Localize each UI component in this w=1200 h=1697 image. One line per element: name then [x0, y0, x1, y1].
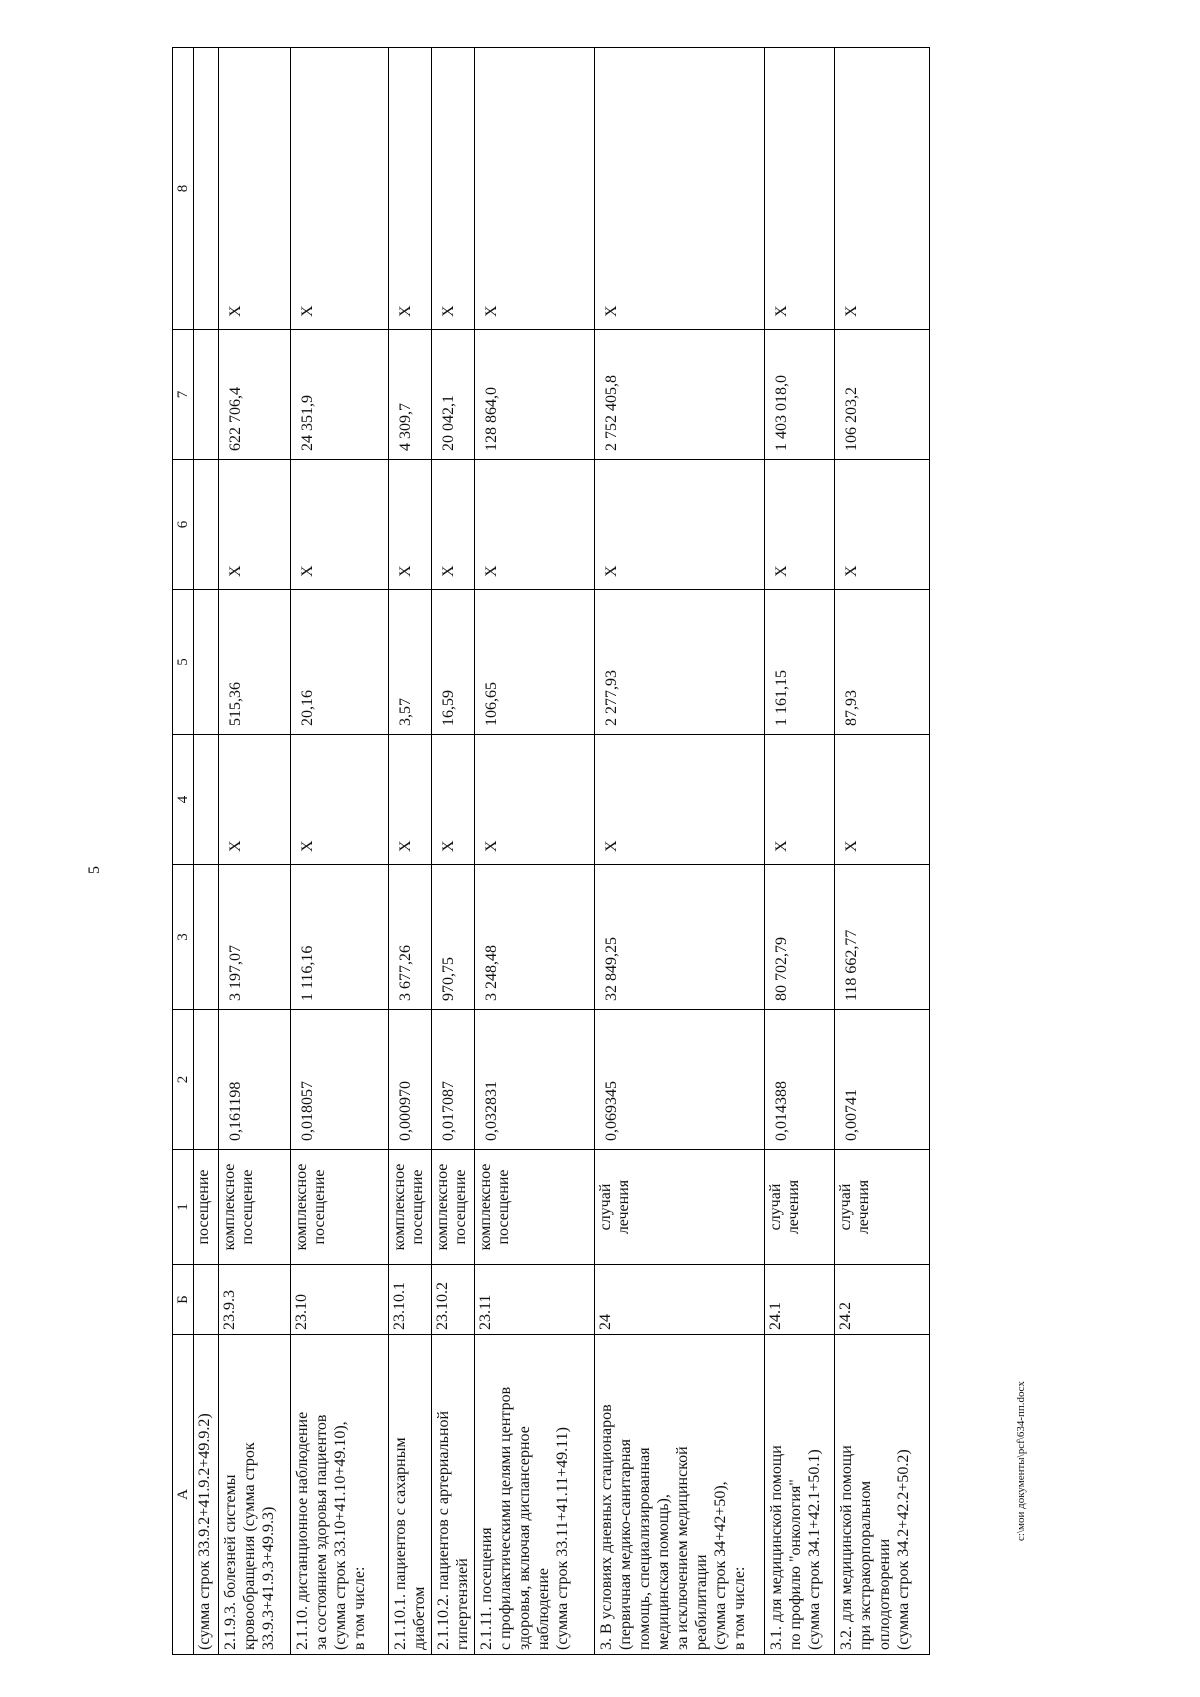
row-unit — [219, 1150, 291, 1265]
row-unit — [291, 1150, 389, 1265]
row-name-line: 3.1. для медицинской помощи — [768, 1445, 785, 1650]
row-unit-line: комплексное — [434, 1163, 451, 1251]
row-unit-line: случай — [597, 1183, 614, 1231]
cell-col-4: Х — [389, 735, 432, 865]
continuation-row — [194, 48, 219, 1655]
cell-col-4: Х — [291, 735, 389, 865]
row-unit: посещение — [194, 1150, 219, 1265]
row-code: 23.11 — [475, 1265, 595, 1335]
cell-col-7: 2 752 405,8 — [595, 330, 765, 460]
header-row — [173, 48, 194, 1655]
cell-col-2: 0,032831 — [475, 1010, 595, 1150]
data-table — [172, 47, 930, 1655]
row-unit-line: лечения — [785, 1179, 802, 1235]
row-unit-line: посещение — [239, 1169, 256, 1245]
table-row — [595, 48, 765, 1655]
row-name-line: диабетом — [411, 1586, 428, 1650]
row-unit — [835, 1150, 930, 1265]
cell-col-5: 515,36 — [219, 590, 291, 735]
row-unit-line: посещение — [452, 1169, 469, 1245]
table-row — [389, 48, 432, 1655]
table-row — [291, 48, 389, 1655]
table-row — [835, 48, 930, 1655]
row-code: 23.10.2 — [432, 1265, 475, 1335]
header-cell: 3 — [173, 865, 194, 1010]
cell-col-5: 87,93 — [835, 590, 930, 735]
row-name-line: 2.1.11. посещения — [478, 1527, 495, 1650]
row-name-line: 2.1.10. дистанционное наблюдение — [294, 1411, 311, 1650]
row-name-line: по профилю "онкология" — [787, 1479, 804, 1650]
row-unit-line: случай — [767, 1183, 784, 1231]
cell-col-4: Х — [835, 735, 930, 865]
row-name — [835, 1335, 930, 1655]
row-unit — [475, 1150, 595, 1265]
row-name-line: (сумма строк 34.2+42.2+50.2) — [895, 1449, 912, 1650]
header-cell: 6 — [173, 460, 194, 590]
cell-col-7: 24 351,9 — [291, 330, 389, 460]
row-name-line: гипертензией — [454, 1558, 471, 1650]
table-row — [432, 48, 475, 1655]
row-name — [389, 1335, 432, 1655]
row-name-line: (сумма строк 34+42+50), — [712, 1481, 729, 1650]
cell-col-7: 1 403 018,0 — [765, 330, 835, 460]
row-name-line: помощь, специализированная — [636, 1447, 653, 1650]
row-name — [219, 1335, 291, 1655]
row-code: 23.10 — [291, 1265, 389, 1335]
cell-col-5: 106,65 — [475, 590, 595, 735]
row-name-line: 2.1.10.2. пациентов с артериальной — [435, 1410, 452, 1650]
row-name-line: 3.2. для медицинской помощи — [838, 1445, 855, 1650]
row-name-line: за состоянием здоровья пациентов — [313, 1414, 330, 1650]
row-name-line: медицинская помощь), — [655, 1494, 672, 1650]
empty-cell — [194, 330, 219, 460]
cell-col-3: 3 248,48 — [475, 865, 595, 1010]
row-name-line: (первичная медико-санитарная — [617, 1438, 634, 1650]
cell-col-6: Х — [475, 460, 595, 590]
row-name-line: в том числе: — [351, 1566, 368, 1650]
row-unit — [432, 1150, 475, 1265]
header-cell: А — [173, 1335, 194, 1655]
cell-col-2: 0,018057 — [291, 1010, 389, 1150]
page-number: 5 — [86, 866, 103, 874]
cell-col-7: 20 042,1 — [432, 330, 475, 460]
row-name-line: (сумма строк 34.1+42.1+50.1) — [806, 1449, 823, 1650]
row-unit-line: посещение — [311, 1169, 328, 1245]
cell-col-7: 128 864,0 — [475, 330, 595, 460]
row-name — [432, 1335, 475, 1655]
empty-cell — [194, 460, 219, 590]
cell-col-6: Х — [432, 460, 475, 590]
row-name-line: 2.1.9.3. болезней системы — [222, 1474, 239, 1650]
row-name-line: здоровья, включая диспансерное — [516, 1426, 533, 1650]
cell-col-6: Х — [835, 460, 930, 590]
row-unit-line: случай — [837, 1183, 854, 1231]
cell-col-4: Х — [219, 735, 291, 865]
cell-col-5: 16,59 — [432, 590, 475, 735]
cell-col-5: 1 161,15 — [765, 590, 835, 735]
rotated-table-container — [172, 48, 1037, 1655]
cell-col-2: 0,069345 — [595, 1010, 765, 1150]
row-unit-line: лечения — [855, 1179, 872, 1235]
row-code: 24.1 — [765, 1265, 835, 1335]
cell-col-2: 0,014388 — [765, 1010, 835, 1150]
cell-col-6: Х — [219, 460, 291, 590]
row-name-line: в том числе: — [731, 1566, 748, 1650]
empty-cell — [194, 590, 219, 735]
header-cell: 5 — [173, 590, 194, 735]
cell-col-2: 0,00741 — [835, 1010, 930, 1150]
cell-col-7: 622 706,4 — [219, 330, 291, 460]
cell-col-8: Х — [389, 48, 432, 330]
row-name-line: (сумма строк 33.10+41.10+49.10), — [332, 1421, 349, 1650]
row-name-line: при экстракорпоральном — [857, 1480, 874, 1650]
cell-col-3: 80 702,79 — [765, 865, 835, 1010]
cell-col-8: Х — [432, 48, 475, 330]
row-unit-line: лечения — [615, 1179, 632, 1235]
header-cell: 8 — [173, 48, 194, 330]
row-code: 23.10.1 — [389, 1265, 432, 1335]
empty-cell — [194, 735, 219, 865]
row-name-line: с профилактическими целями центров — [497, 1386, 514, 1650]
cell-col-3: 970,75 — [432, 865, 475, 1010]
row-name-line: (сумма строк 33.11+41.11+49.11) — [554, 1427, 571, 1650]
cell-col-8: Х — [475, 48, 595, 330]
cell-col-3: 3 197,07 — [219, 865, 291, 1010]
empty-cell — [194, 1010, 219, 1150]
cell-col-5: 3,57 — [389, 590, 432, 735]
cell-col-4: Х — [765, 735, 835, 865]
row-name: (сумма строк 33.9.2+41.9.2+49.9.2) — [194, 1335, 219, 1655]
header-cell: 4 — [173, 735, 194, 865]
row-name-line: 3. В условиях дневных стационаров — [598, 1404, 615, 1650]
cell-col-5: 20,16 — [291, 590, 389, 735]
cell-col-8: Х — [595, 48, 765, 330]
row-name-line: за исключением медицинской — [674, 1446, 691, 1650]
cell-col-2: 0,000970 — [389, 1010, 432, 1150]
header-cell: Б — [173, 1265, 194, 1335]
cell-col-4: Х — [595, 735, 765, 865]
cell-col-8: Х — [291, 48, 389, 330]
table-row — [475, 48, 595, 1655]
row-code — [194, 1265, 219, 1335]
row-name-line: наблюдение — [535, 1568, 552, 1650]
row-unit — [765, 1150, 835, 1265]
cell-col-8: Х — [219, 48, 291, 330]
row-unit-line: комплексное — [221, 1163, 238, 1251]
row-name — [475, 1335, 595, 1655]
cell-col-8: Х — [835, 48, 930, 330]
cell-col-6: Х — [595, 460, 765, 590]
row-name — [595, 1335, 765, 1655]
row-code: 24 — [595, 1265, 765, 1335]
cell-col-4: Х — [475, 735, 595, 865]
row-code: 23.9.3 — [219, 1265, 291, 1335]
footer-file-path: c:\мои документы\pcf\634-пп.docx — [1015, 1381, 1027, 1541]
cell-col-4: Х — [432, 735, 475, 865]
row-code: 24.2 — [835, 1265, 930, 1335]
cell-col-8: Х — [765, 48, 835, 330]
cell-col-3: 1 116,16 — [291, 865, 389, 1010]
row-unit — [389, 1150, 432, 1265]
row-name — [765, 1335, 835, 1655]
cell-col-3: 32 849,25 — [595, 865, 765, 1010]
row-name-line: оплодотворении — [876, 1538, 893, 1650]
empty-cell — [194, 865, 219, 1010]
cell-col-6: Х — [389, 460, 432, 590]
row-unit-line: комплексное — [293, 1163, 310, 1251]
row-unit-line: комплексное — [391, 1163, 408, 1251]
table-row — [219, 48, 291, 1655]
header-cell: 7 — [173, 330, 194, 460]
row-name-line: кровообращения (сумма строк — [241, 1442, 258, 1650]
cell-col-7: 106 203,2 — [835, 330, 930, 460]
row-unit — [595, 1150, 765, 1265]
header-cell: 2 — [173, 1010, 194, 1150]
cell-col-3: 118 662,77 — [835, 865, 930, 1010]
cell-col-2: 0,161198 — [219, 1010, 291, 1150]
row-name-line: 33.9.3+41.9.3+49.9.3) — [260, 1506, 277, 1650]
cell-col-7: 4 309,7 — [389, 330, 432, 460]
row-name-line: 2.1.10.1. пациентов с сахарным — [392, 1437, 409, 1650]
cell-col-5: 2 277,93 — [595, 590, 765, 735]
row-unit-line: посещение — [409, 1169, 426, 1245]
row-unit-line: посещение — [495, 1169, 512, 1245]
row-unit-line: комплексное — [477, 1163, 494, 1251]
row-name-line: реабилитации — [693, 1554, 710, 1650]
cell-col-2: 0,017087 — [432, 1010, 475, 1150]
row-name — [291, 1335, 389, 1655]
cell-col-3: 3 677,26 — [389, 865, 432, 1010]
cell-col-6: Х — [765, 460, 835, 590]
table-row — [765, 48, 835, 1655]
header-cell: 1 — [173, 1150, 194, 1265]
cell-col-6: Х — [291, 460, 389, 590]
empty-cell — [194, 48, 219, 330]
